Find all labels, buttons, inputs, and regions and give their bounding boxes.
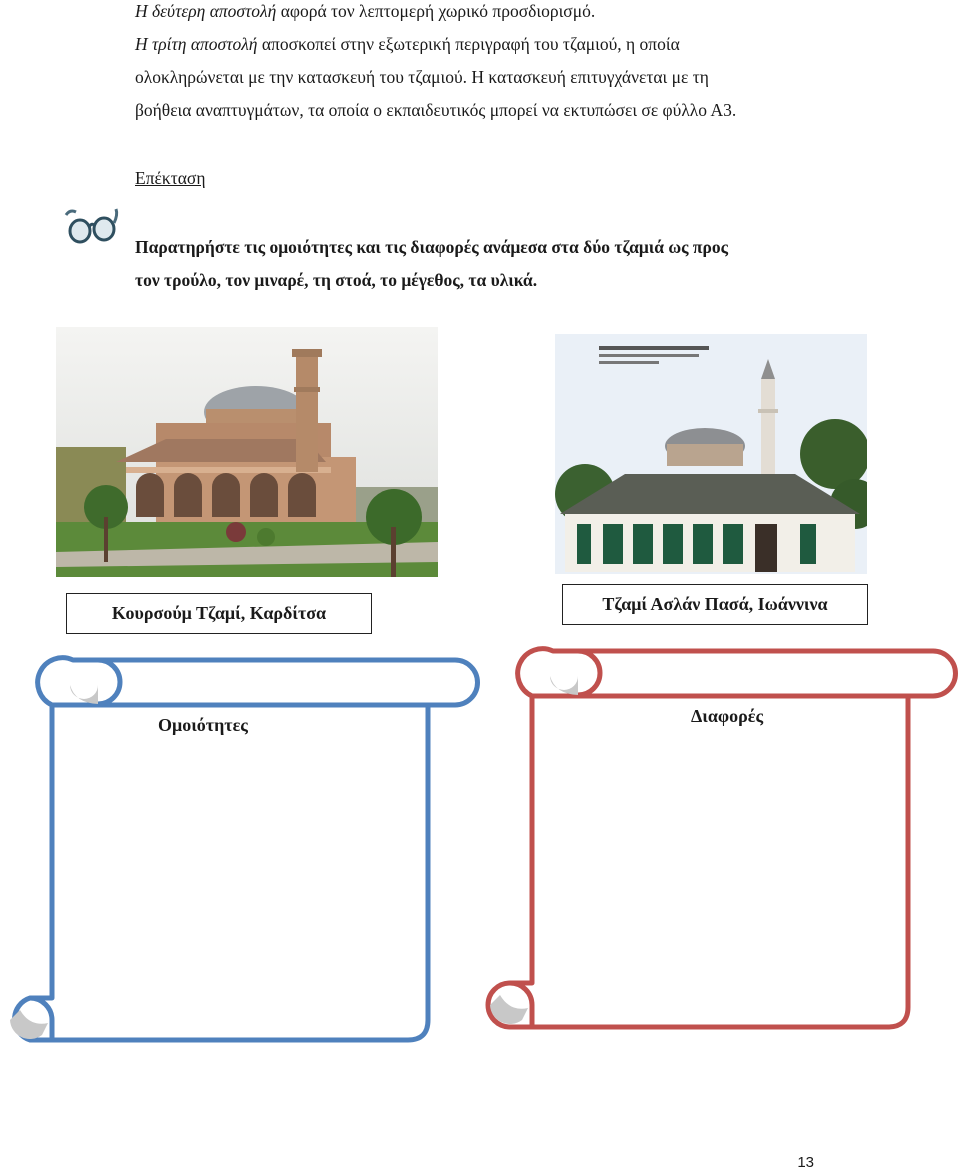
task-line-1: Παρατηρήστε τις ομοιότητες και τις διαφορές ανάμεσα στα δύο τζαμιά ως προς: [135, 237, 729, 257]
third-mission-text: αποσκοπεί στην εξωτερική περιγραφή του τζαμιού, η οποία: [257, 34, 680, 54]
similarities-scroll: [0, 655, 482, 1047]
third-mission-label: Η τρίτη αποστολή: [135, 34, 258, 54]
intro-line-2: [135, 28, 680, 61]
second-mission-label: Η δεύτερη αποστολή: [135, 1, 277, 21]
intro-line-3: ολοκληρώνεται με την κατασκευή του τζαμιού. Η κατασκευή επιτυγχάνεται με τη: [135, 67, 709, 87]
second-mission-text: αφορά τον λεπτομερή χωρικό προσδιορισμό.: [276, 1, 596, 21]
page-number: 13: [797, 1154, 814, 1171]
glasses-icon: [62, 205, 120, 247]
task-line-2: τον τρούλο, τον μιναρέ, τη στοά, το μέγεθος, τα υλικά.: [135, 270, 538, 290]
intro-line-4: βοήθεια αναπτυγμάτων, τα οποία ο εκπαιδευτικός μπορεί να εκτυπώσει σε φύλλο Α3.: [135, 100, 737, 120]
left-photo-caption: Κουρσούμ Τζαμί, Καρδίτσα: [66, 593, 372, 634]
right-photo-caption: Τζαμί Ασλάν Πασά, Ιωάννινα: [562, 584, 868, 625]
intro-line-1: [135, 0, 595, 28]
differences-scroll: [480, 646, 960, 1036]
kursum-mosque-photo: [56, 327, 438, 577]
extension-heading: Επέκταση: [135, 168, 206, 188]
similarities-title: Ομοιότητες: [158, 715, 248, 735]
aslan-pasha-mosque-photo: [555, 334, 867, 574]
differences-title: Διαφορές: [691, 706, 764, 726]
